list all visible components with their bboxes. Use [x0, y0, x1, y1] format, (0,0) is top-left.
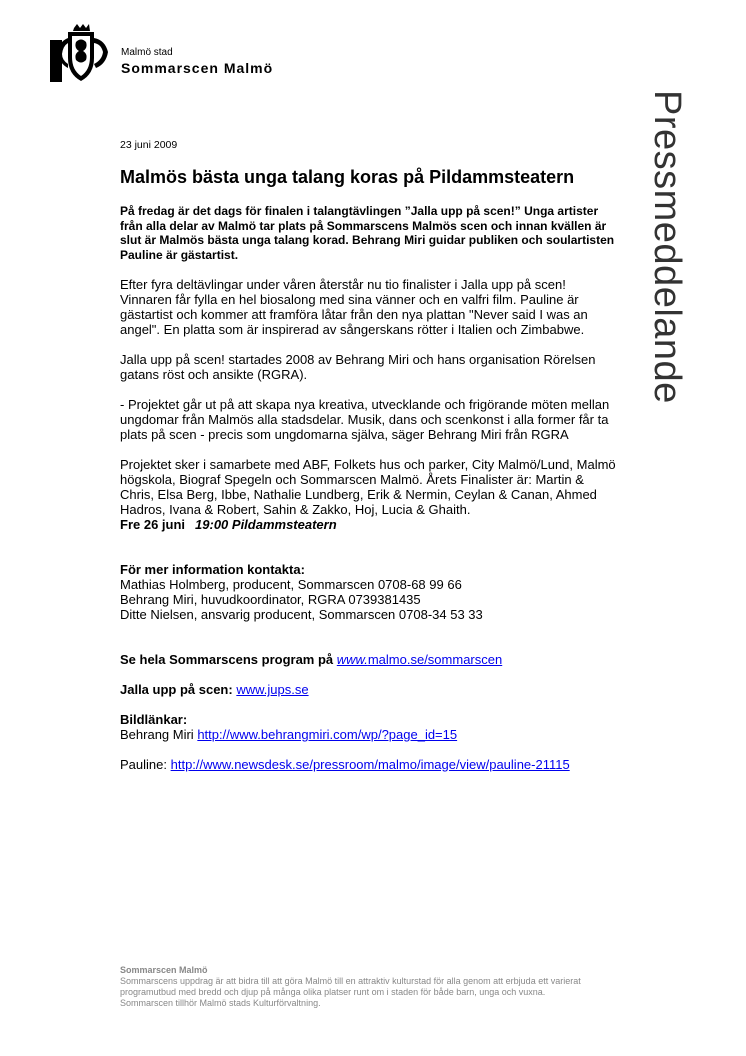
- lead-paragraph: På fredag är det dags för finalen i talangtävlingen ”Jalla upp på scen!” Unga artister från alla delar av Malmö tar plats på Sommarscens Malmös scen och innan kvällen är slut är Malmös bästa unga talang korad. Behrang Miri guidar publiken och soulartisten Pauline är gästartist.: [120, 204, 615, 262]
- behrang-label: Behrang Miri: [120, 727, 194, 742]
- contact-person: Mathias Holmberg, producent, Sommarscen 0708-68 99 66: [120, 577, 462, 592]
- contact-block: [120, 562, 620, 622]
- event-line: [120, 517, 620, 532]
- event-time-place: 19:00 Pildammsteatern: [195, 517, 337, 532]
- footer: [120, 965, 590, 1009]
- program-label: Se hela Sommarscens program på: [120, 652, 334, 667]
- behrang-image-link[interactable]: http://www.behrangmiri.com/wp/?page_id=15: [197, 727, 458, 742]
- contact-person: Ditte Nielsen, ansvarig producent, Sommarscen 0708-34 53 33: [120, 607, 483, 622]
- organization-block: [121, 47, 273, 77]
- image-links-block: [120, 712, 620, 742]
- pauline-image-line: [120, 757, 620, 772]
- event-date: Fre 26 juni: [120, 517, 186, 532]
- page-title: Malmös bästa unga talang koras på Pildammsteatern: [120, 167, 575, 187]
- org-city: Malmö stad: [121, 47, 173, 58]
- program-link[interactable]: www.malmo.se/sommarscen: [336, 652, 503, 667]
- contact-person: Behrang Miri, huvudkoordinator, RGRA 0739381435: [120, 592, 421, 607]
- malmo-coat-of-arms-logo: [50, 24, 112, 82]
- paragraph-finalists: Efter fyra deltävlingar under våren återstår nu tio finalister i Jalla upp på scen! Vinnaren får fylla en hel biosalong med sina vänner och en valfri film. Pauline är gästartist och kommer att framföra låtar från den nya plattan "Never said I was an angel". En platta som är inspirerad av sångerskans rötter i Italien och Zimbabwe.: [120, 277, 588, 337]
- paragraph-quote: - Projektet går ut på att skapa nya kreativa, utvecklande och frigörande möten mellan ungdomar från Malmös alla stadsdelar. Musik, dans och scenkonst i alla former får ta plats på scen - precis som ungdomarna själva, säger Behrang Miri från RGRA: [120, 397, 610, 442]
- pauline-image-link[interactable]: http://www.newsdesk.se/pressroom/malmo/image/view/pauline-21115: [170, 757, 570, 772]
- jups-label: Jalla upp på scen:: [120, 682, 233, 697]
- footer-title: Sommarscen Malmö: [120, 965, 208, 975]
- program-line: [120, 652, 620, 667]
- jups-link[interactable]: www.jups.se: [236, 682, 309, 697]
- paragraph-partners: Projektet sker i samarbete med ABF, Folkets hus och parker, City Malmö/Lund, Malmö högskola, Biograf Spegeln och Sommarscen Malmö. Årets Finalister är: Martin & Chris, Elsa Berg, Ibbe, Nathalie Lundberg, Erik & Nermin, Ceylan & Canan, Ahmed Hadros, Ivana & Robert, Sahin & Zakko, Hoj, Lucia & Ghaith.: [120, 457, 616, 517]
- contact-heading: För mer information kontakta:: [120, 562, 305, 577]
- jups-line: [120, 682, 620, 697]
- release-date: 23 juni 2009: [120, 139, 178, 151]
- pauline-label: Pauline:: [120, 757, 167, 772]
- org-name: Sommarscen Malmö: [121, 60, 274, 76]
- pressmeddelande-side-label: Pressmeddelande: [646, 90, 688, 404]
- footer-text: Sommarscens uppdrag är att bidra till att göra Malmö till en attraktiv kulturstad för alla genom att erbjuda ett varierat programutbud med bredd och djup på många olika platser runt om i staden för både barn, unga och vuxna. Sommarscen tillhör Malmö stads Kulturförvaltning.: [120, 976, 581, 1008]
- image-links-heading: Bildlänkar:: [120, 712, 188, 727]
- press-release-body: [120, 138, 620, 787]
- paragraph-history: Jalla upp på scen! startades 2008 av Behrang Miri och hans organisation Rörelsen gatans röst och ansikte (RGRA).: [120, 352, 596, 382]
